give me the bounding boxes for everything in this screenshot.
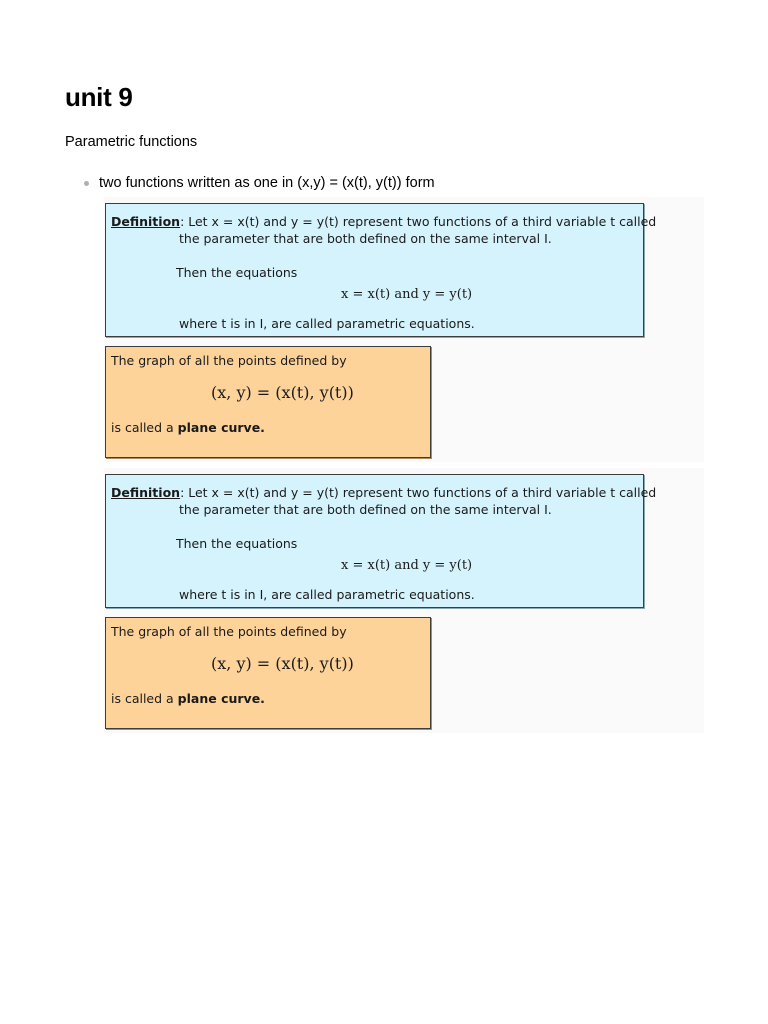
definition-line-2: the parameter that are both defined on the same interval I. [179, 231, 552, 246]
plane-curve-term: plane curve. [177, 420, 265, 435]
bullet-dot-icon [84, 181, 89, 186]
definition-line-1 [111, 485, 656, 500]
definition-box [105, 474, 657, 608]
plane-curve-line-1: The graph of all the points defined by [111, 624, 347, 639]
bullet-list [84, 175, 435, 191]
definition-line-3: Then the equations [176, 265, 298, 280]
page-title: unit 9 [65, 82, 133, 112]
plane-curve-line-2 [111, 691, 265, 706]
plane-curve-line-1: The graph of all the points defined by [111, 353, 347, 368]
plane-curve-box [105, 346, 431, 458]
definition-box [105, 203, 657, 337]
section-subtitle: Parametric functions [65, 134, 198, 150]
plane-curve-box [105, 617, 431, 729]
definition-label: Definition [111, 485, 181, 500]
plane-curve-line-2-prefix: is called a [111, 691, 178, 706]
definition-equation: x = x(t) and y = y(t) [341, 287, 473, 302]
definition-line-4: where t is in I, are called parametric equations. [179, 316, 475, 331]
definition-equation: x = x(t) and y = y(t) [341, 558, 473, 573]
list-item [84, 175, 435, 191]
definition-label: Definition [111, 214, 181, 229]
definition-line-1-text: : Let x = x(t) and y = y(t) represent two functions of a third variable t called [180, 214, 657, 229]
plane-curve-line-2 [111, 420, 265, 435]
plane-curve-line-2-prefix: is called a [111, 420, 178, 435]
definition-line-1 [111, 214, 656, 229]
definition-line-1-text: : Let x = x(t) and y = y(t) represent two functions of a third variable t called [180, 485, 657, 500]
plane-curve-equation: (x, y) = (x(t), y(t)) [211, 654, 354, 673]
definition-line-3: Then the equations [176, 536, 298, 551]
definition-line-4: where t is in I, are called parametric equations. [179, 587, 475, 602]
plane-curve-term: plane curve. [177, 691, 265, 706]
plane-curve-equation: (x, y) = (x(t), y(t)) [211, 383, 354, 402]
definition-line-2: the parameter that are both defined on the same interval I. [179, 502, 552, 517]
bullet-text: two functions written as one in (x,y) = (x(t), y(t)) form [99, 175, 435, 191]
